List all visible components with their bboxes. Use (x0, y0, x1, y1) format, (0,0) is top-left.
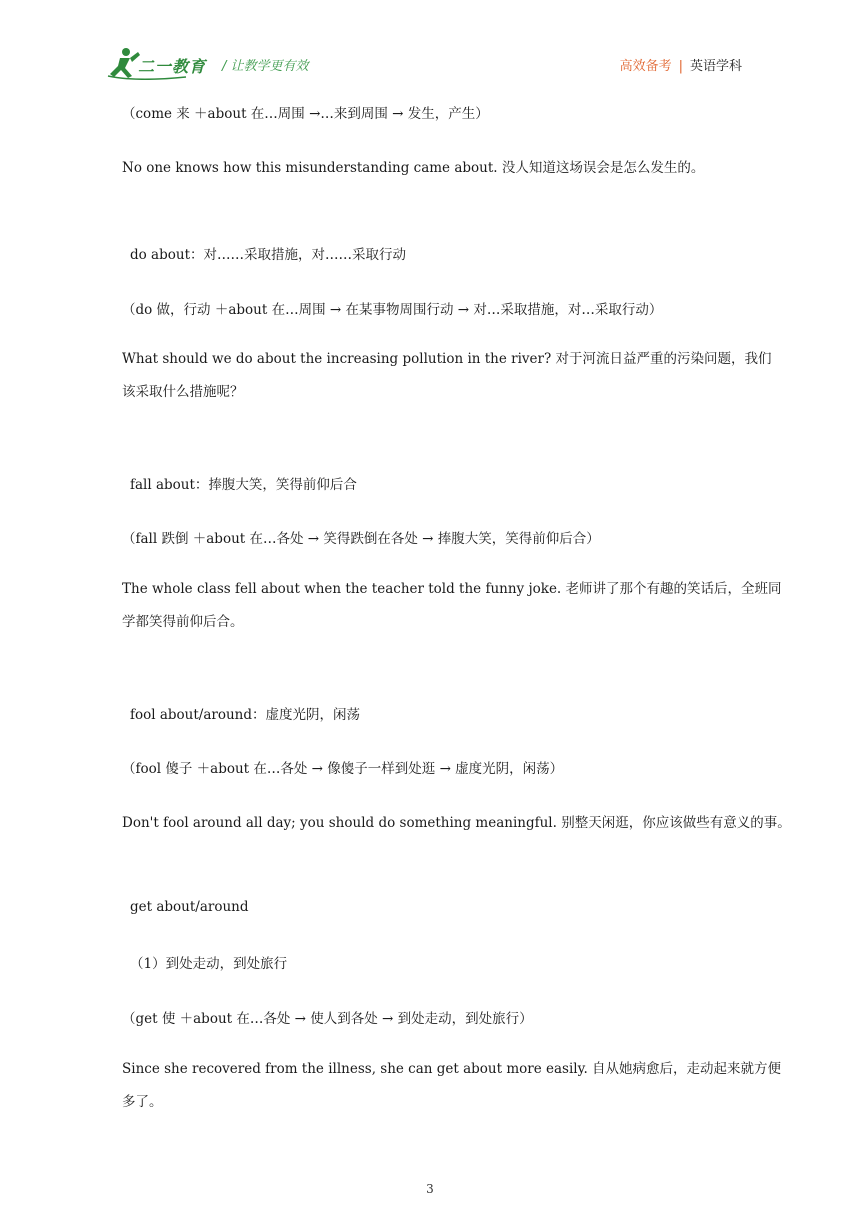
example-sentence: Don't fool around all day; you should do something meaningful. 别整天闲逛，你应该做些有意义的事。 (122, 815, 791, 831)
page-number: 3 (426, 1182, 434, 1196)
phrase-heading: fall about：捧腹大笑，笑得前仰后合 (130, 477, 357, 493)
etymology-line: （do 做，行动 ＋about 在…周围 → 在某事物周围行动 → 对…采取措施，对…采取行动） (122, 302, 663, 318)
tag-separator: | (678, 59, 683, 74)
example-sentence: What should we do about the increasing pollution in the river? 对于河流日益严重的污染问题，我们该采取什么措施呢？ (122, 351, 772, 400)
etymology-line: （come 来 ＋about 在…周围 →…来到周围 → 发生，产生） (122, 106, 489, 122)
logo-text: 二一教育 (138, 57, 207, 76)
tag-exam-prep: 高效备考 (619, 59, 672, 74)
example-sentence: No one knows how this misunderstanding came about. 没人知道这场误会是怎么发生的。 (122, 160, 705, 176)
header-tags (620, 55, 742, 74)
phrase-heading: do about：对……采取措施，对……采取行动 (130, 247, 406, 263)
slogan: / 让教学更有效 (222, 59, 309, 74)
example-sentence: Since she recovered from the illness, she can get about more easily. 自从她病愈后，走动起来就方便多了。 (122, 1061, 782, 1110)
etymology-line: （fall 跌倒 ＋about 在…各处 → 笑得跌倒在各处 → 捧腹大笑，笑得前仰后合） (122, 531, 600, 547)
etymology-line: （fool 傻子 ＋about 在…各处 → 像傻子一样到处逛 → 虚度光阴，闲荡） (122, 761, 564, 777)
sense-heading: （1）到处走动，到处旅行 (130, 956, 288, 972)
example-sentence: The whole class fell about when the teacher told the funny joke. 老师讲了那个有趣的笑话后，全班同学都笑得前仰后合。 (122, 581, 782, 630)
tag-subject: 英语学科 (689, 59, 742, 74)
phrase-heading: get about/around (130, 899, 249, 915)
etymology-line: （get 使 ＋about 在…各处 → 使人到各处 → 到处走动，到处旅行） (122, 1011, 533, 1027)
page-header (0, 0, 860, 90)
phrase-heading: fool about/around：虚度光阴，闲荡 (130, 707, 361, 723)
